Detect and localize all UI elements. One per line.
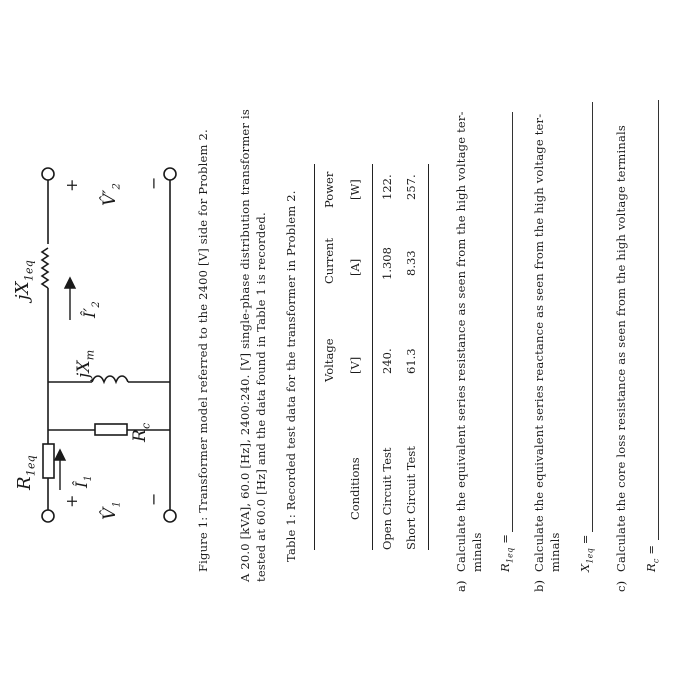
label-v2-plus: +: [62, 178, 81, 192]
answer-a-label: $R_{1eq}$ =: [498, 533, 515, 572]
label-v2: $V̂'_2$: [100, 182, 123, 206]
answer-c-blank[interactable]: [658, 100, 659, 540]
row-open-circuit-voltage: 240.: [380, 348, 394, 374]
row-short-circuit-current: 8.33: [404, 250, 418, 276]
i2-arrow-head: [65, 278, 75, 288]
header-current: Current: [322, 237, 336, 284]
answer-b-blank[interactable]: [592, 102, 593, 532]
row-short-circuit-condition: Short Circuit Test: [404, 446, 418, 550]
question-a-label: a): [454, 580, 468, 592]
rc-resistor: [95, 424, 127, 435]
label-i1: $Î_1$: [72, 474, 95, 488]
terminal-v1-plus: [42, 510, 54, 522]
question-a-text-2: minals: [470, 532, 484, 572]
table-bottom-rule: [428, 164, 429, 550]
terminal-v2-minus: [164, 168, 176, 180]
xm-inductor: [92, 376, 128, 382]
answer-c-label: $R_c$ =: [644, 544, 661, 572]
question-a-text-1: Calculate the equivalent series resistance as seen from the high voltage ter-: [454, 111, 468, 572]
label-rc: $R_c$: [130, 422, 153, 442]
header-conditions: Conditions: [348, 457, 362, 520]
question-b-label: b): [532, 579, 546, 592]
header-power: Power: [322, 171, 336, 208]
label-jxm: $jX_m$: [74, 349, 97, 378]
table-caption: Table 1: Recorded test data for the transformer in Problem 2.: [284, 190, 298, 562]
question-b-text-1: Calculate the equivalent series reactance as seen from the high voltage ter-: [532, 113, 546, 572]
header-power-unit: [W]: [348, 179, 362, 200]
problem-text-line-1: A 20.0 [kVA], 60.0 [Hz], 2400:240. [V] single-phase distribution transformer is: [238, 109, 252, 582]
i1-arrow-head: [55, 450, 65, 460]
header-voltage-unit: [V]: [348, 356, 362, 374]
table-top-rule: [314, 164, 315, 550]
table-header-rule: [372, 164, 373, 550]
row-open-circuit-current: 1.308: [380, 247, 394, 280]
label-v1-minus: −: [144, 492, 163, 506]
problem-text-line-2: tested at 60.0 [Hz] and the data found in Table 1 is recorded.: [254, 212, 268, 582]
row-short-circuit-power: 257.: [404, 174, 418, 200]
answer-b-label: $X_{1eq}$ =: [578, 534, 595, 572]
label-v1-plus: +: [62, 494, 81, 508]
terminal-v2-plus: [42, 168, 54, 180]
question-c-label: c): [614, 580, 628, 592]
label-i2: $Î'_2$: [80, 301, 103, 318]
jx1eq-inductor: [42, 248, 48, 288]
question-b-text-2: minals: [548, 532, 562, 572]
label-v2-minus: −: [144, 176, 163, 190]
question-c-text-1: Calculate the core loss resistance as seen from the high voltage terminals: [614, 124, 628, 572]
label-r1eq: $R_{1eq}$: [14, 455, 38, 490]
figure-caption: Figure 1: Transformer model referred to the 2400 [V] side for Problem 2.: [196, 129, 210, 572]
answer-a-blank[interactable]: [512, 112, 513, 532]
r1eq-resistor: [43, 444, 54, 478]
row-short-circuit-voltage: 61.3: [404, 348, 418, 374]
label-jx1eq: $jX_{1eq}$: [12, 260, 36, 300]
header-voltage: Voltage: [322, 338, 336, 382]
row-open-circuit-power: 122.: [380, 174, 394, 200]
label-v1: $V̂_1$: [100, 500, 123, 520]
header-current-unit: [A]: [348, 258, 362, 276]
row-open-circuit-condition: Open Circuit Test: [380, 447, 394, 550]
terminal-v1-minus: [164, 510, 176, 522]
